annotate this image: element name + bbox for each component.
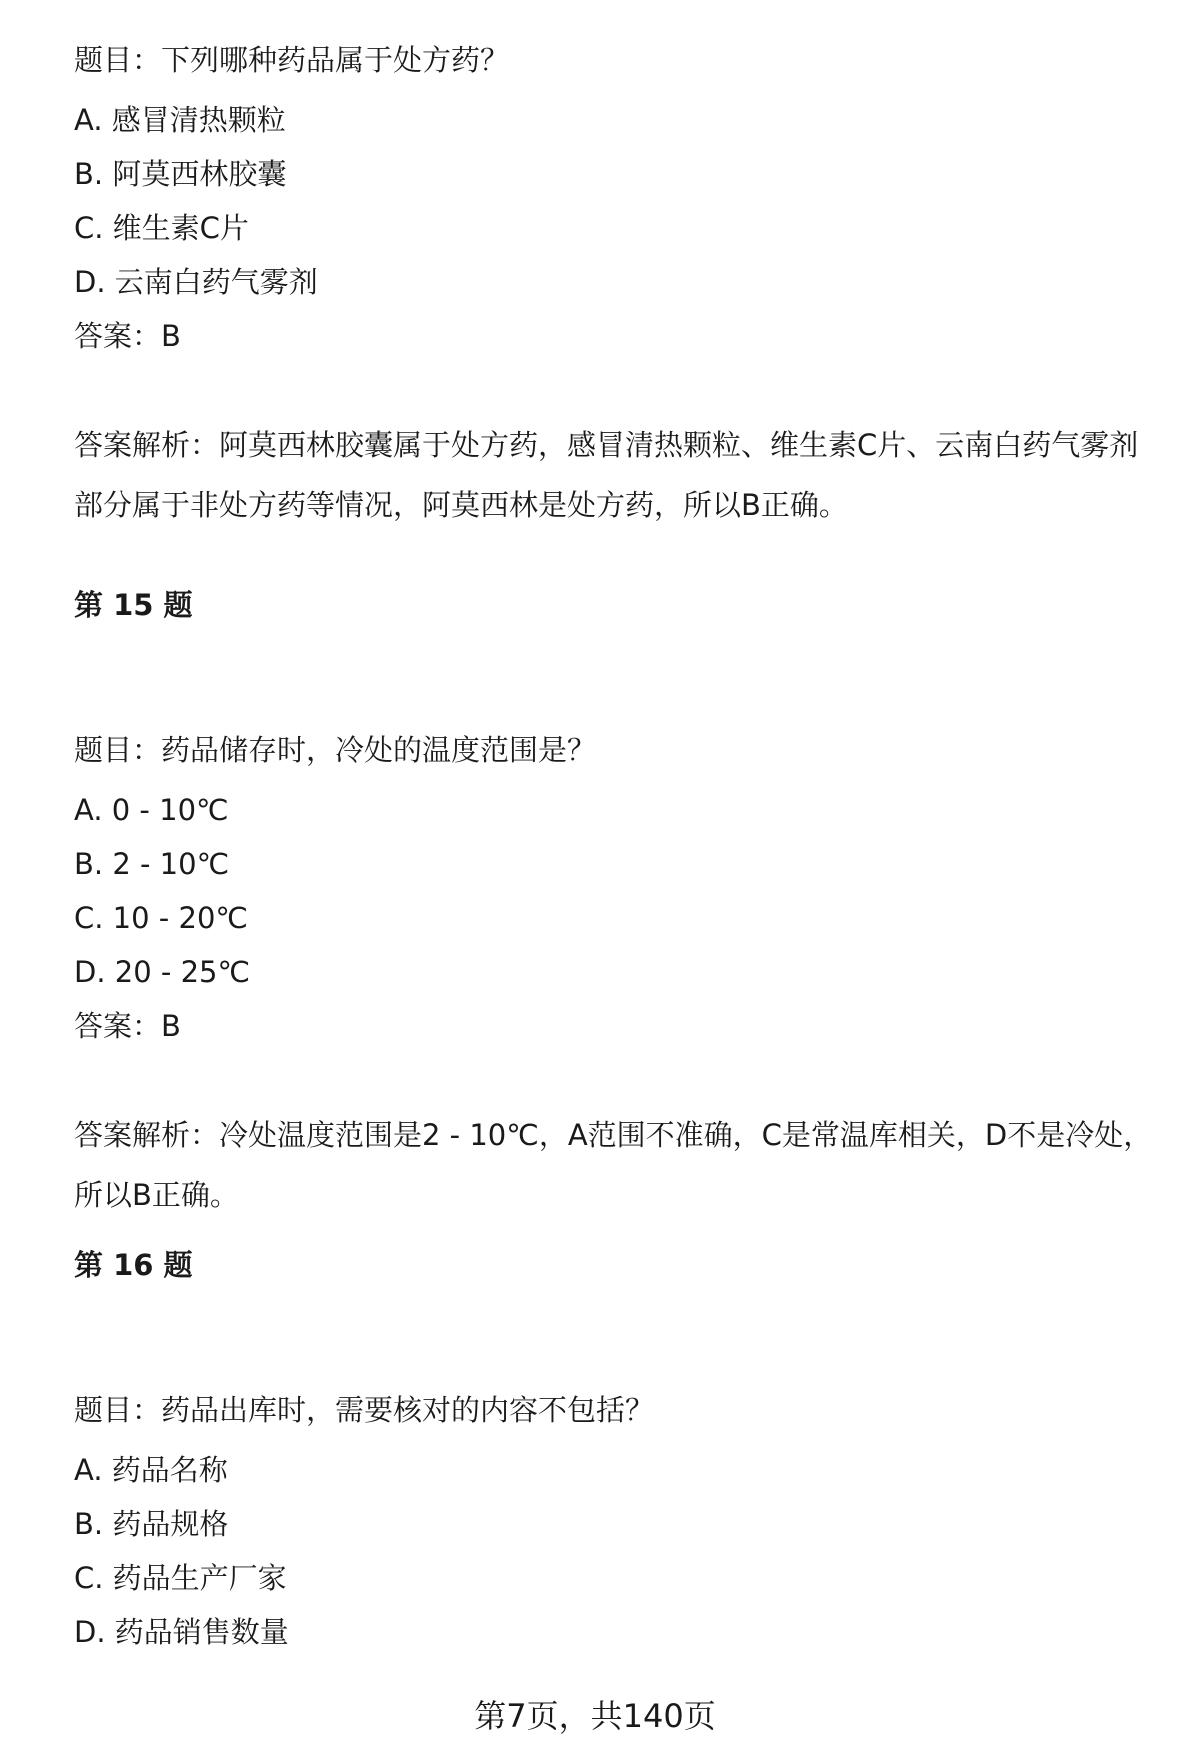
question-block-14 — [74, 40, 509, 376]
option-c: C. 10 - 20℃ — [74, 901, 248, 935]
answer-explanation: 答案解析：冷处温度范围是2 - 10℃，A范围不准确，C是常温库相关，D不是冷处，所以B正确。 — [74, 1118, 1153, 1212]
option-c: C. 药品生产厂家 — [74, 1561, 287, 1595]
option-d: D. 20 - 25℃ — [74, 955, 251, 989]
question-heading-15: 第 15 题 — [74, 588, 193, 622]
question-text: 题目：药品储存时，冷处的温度范围是？ — [74, 733, 597, 767]
option-b: B. 药品规格 — [74, 1507, 229, 1541]
option-a: A. 0 - 10℃ — [74, 793, 229, 827]
question-block-15 — [74, 730, 596, 1066]
option-d: D. 云南白药气雾剂 — [74, 265, 318, 299]
option-c: C. 维生素C片 — [74, 211, 249, 245]
answer-text: 答案：B — [74, 319, 181, 353]
question-heading-16: 第 16 题 — [74, 1248, 193, 1282]
answer-text: 答案：B — [74, 1009, 181, 1043]
option-d: D. 药品销售数量 — [74, 1615, 289, 1649]
answer-explanation: 答案解析：阿莫西林胶囊属于处方药，感冒清热颗粒、维生素C片、云南白药气雾剂部分属于非处方药等情况，阿莫西林是处方药，所以B正确。 — [74, 428, 1139, 522]
page-number: 第7页，共140页 — [474, 1697, 716, 1735]
question-text: 题目：下列哪种药品属于处方药？ — [74, 43, 510, 77]
question-block-16 — [74, 1390, 654, 1672]
option-a: A. 药品名称 — [74, 1453, 228, 1487]
option-b: B. 2 - 10℃ — [74, 847, 230, 881]
question-text: 题目：药品出库时，需要核对的内容不包括？ — [74, 1393, 655, 1427]
option-a: A. 感冒清热颗粒 — [74, 103, 286, 137]
option-b: B. 阿莫西林胶囊 — [74, 157, 287, 191]
